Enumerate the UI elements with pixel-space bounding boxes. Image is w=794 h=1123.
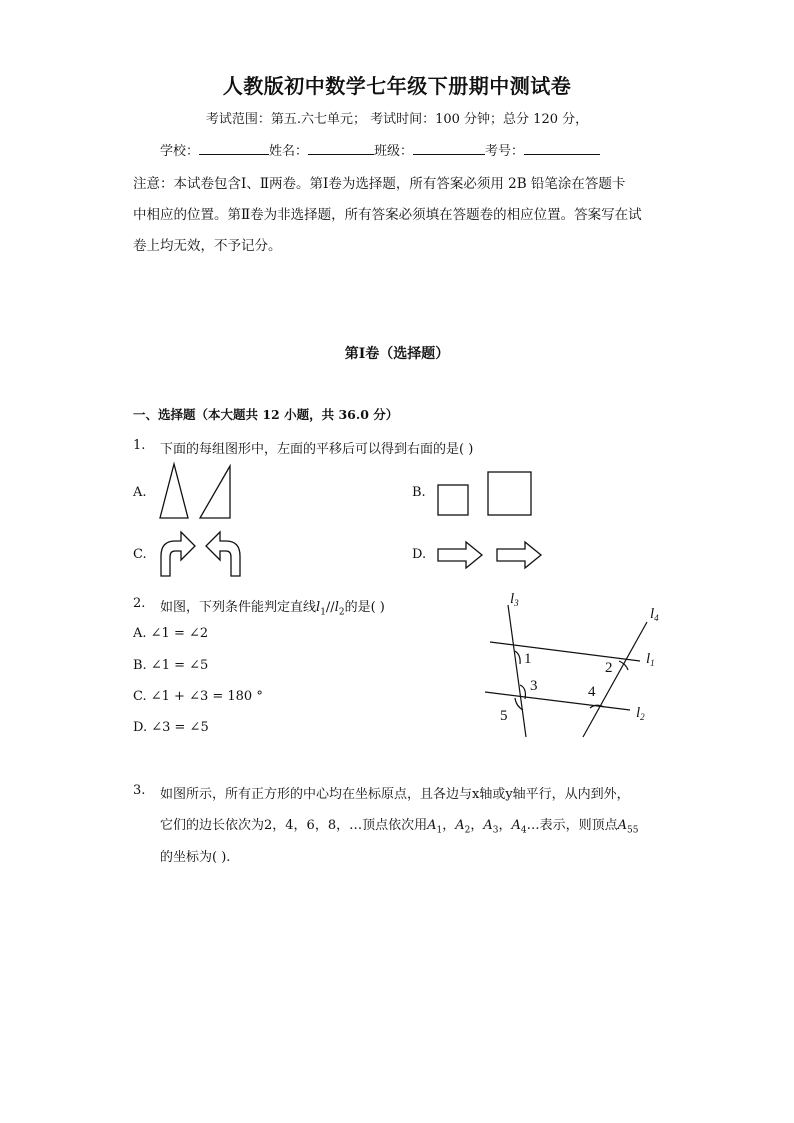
triangle-left: [160, 464, 188, 518]
q3-vertex-a3: A: [483, 818, 493, 833]
q1-option-c-label: C.: [133, 547, 147, 562]
q2-sub-b: 2: [338, 607, 345, 618]
q2-text-after: 的是( ): [344, 600, 385, 615]
q3-vertex-a4: A: [511, 818, 521, 833]
notice-line: 卷上均无效，不予记分。: [133, 238, 282, 254]
name-label: 姓名：: [269, 144, 309, 159]
q1-option-a-label: A.: [133, 485, 147, 500]
q3-sub-4: 4: [520, 825, 527, 836]
line-l3: [508, 605, 526, 737]
large-square: [488, 472, 531, 515]
q3-line2-post: …表示，则顶点: [526, 818, 618, 833]
student-info-fields: [160, 140, 600, 159]
q1-option-b-figure: [430, 466, 540, 522]
q1-option-b-label: B.: [412, 485, 426, 500]
label-l1: $l_1$: [646, 651, 655, 668]
class-blank[interactable]: [413, 141, 485, 155]
q2-line-b: l: [334, 600, 339, 615]
q1-option-d-label: D.: [412, 547, 427, 562]
q3-line2: [160, 814, 639, 836]
q1-option-d-figure: [432, 538, 547, 572]
label-angle-1: 1: [524, 651, 532, 667]
label-l2: $l_2$: [636, 705, 645, 722]
q1-option-a-figure: [150, 460, 240, 524]
name-blank[interactable]: [308, 141, 374, 155]
q3-sub-3: 3: [492, 825, 499, 836]
exam-range: 考试范围：第五.六七单元； 考试时间：100 分钟；总分 120 分，: [205, 112, 589, 127]
turn-right-arrow: [161, 532, 195, 576]
q3-sep: ，: [498, 818, 512, 833]
q2-option-d: D. ∠3 = ∠5: [133, 720, 209, 735]
q3-vertex-a2: A: [455, 818, 465, 833]
notice-line: 中相应的位置。第Ⅱ卷为非选择题，所有答案必须填在答题卷的相应位置。答案写在试: [133, 207, 642, 223]
q1-text: 下面的每组图形中，左面的平移后可以得到右面的是( ): [160, 442, 474, 457]
q2-option-a: A. ∠1 = ∠2: [133, 626, 209, 641]
right-arrow-right: [497, 542, 541, 568]
q3-sub-2: 2: [464, 825, 471, 836]
q2-number: 2.: [133, 596, 146, 611]
number-label: 考号：: [485, 144, 525, 159]
notice-line: 注意：本试卷包含Ⅰ、Ⅱ两卷。第Ⅰ卷为选择题，所有答案必须用 2B 铅笔涂在答题卡: [133, 176, 626, 192]
right-arrow-left: [438, 542, 482, 568]
q3-number: 3.: [133, 783, 146, 798]
page-title: 人教版初中数学七年级下册期中测试卷: [222, 74, 572, 98]
class-label: 班级：: [374, 144, 414, 159]
q2-parallel: //: [325, 600, 335, 615]
small-square: [438, 485, 468, 515]
label-angle-5: 5: [500, 708, 508, 724]
q3-sep: ，: [470, 818, 484, 833]
label-angle-2: 2: [605, 660, 613, 676]
q2-text: [160, 596, 385, 618]
q2-sub-a: 1: [320, 607, 326, 618]
label-angle-4: 4: [588, 684, 596, 700]
q2-text-before: 如图，下列条件能判定直线: [160, 600, 317, 615]
q3-line3: 的坐标为( ).: [160, 850, 231, 865]
q1-number: 1.: [133, 438, 146, 453]
school-blank[interactable]: [199, 141, 269, 155]
number-blank[interactable]: [524, 141, 600, 155]
turn-left-arrow: [206, 532, 240, 576]
section-title: 第Ⅰ卷（选择题）: [344, 346, 450, 362]
angle-2-arc: [619, 661, 628, 670]
q3-vertex-a1: A: [427, 818, 437, 833]
q2-figure: [480, 585, 680, 743]
q2-option-b: B. ∠1 = ∠5: [133, 658, 209, 673]
label-l4: $l_4$: [650, 606, 659, 623]
q3-line2-pre: 它们的边长依次为2，4，6，8，…顶点依次用: [160, 818, 428, 833]
q1-option-c-figure: [155, 528, 250, 580]
label-l3: $l_3$: [510, 591, 519, 608]
q3-sub-55: 55: [627, 825, 639, 836]
q3-vertex-a55: A: [617, 818, 628, 833]
part-title: 一、选择题（本大题共 12 小题，共 36.0 分）: [133, 407, 399, 422]
q3-sub-1: 1: [436, 825, 443, 836]
label-angle-3: 3: [530, 678, 538, 694]
triangle-right: [200, 466, 230, 518]
school-label: 学校：: [160, 144, 200, 159]
line-l1: [490, 642, 640, 661]
q3-line1: 如图所示，所有正方形的中心均在坐标原点，且各边与x轴或y轴平行，从内到外，: [160, 787, 630, 802]
q2-option-c: C. ∠1 + ∠3 = 180 °: [133, 689, 263, 704]
q2-line-a: l: [316, 600, 321, 615]
q3-sep: ，: [442, 818, 456, 833]
